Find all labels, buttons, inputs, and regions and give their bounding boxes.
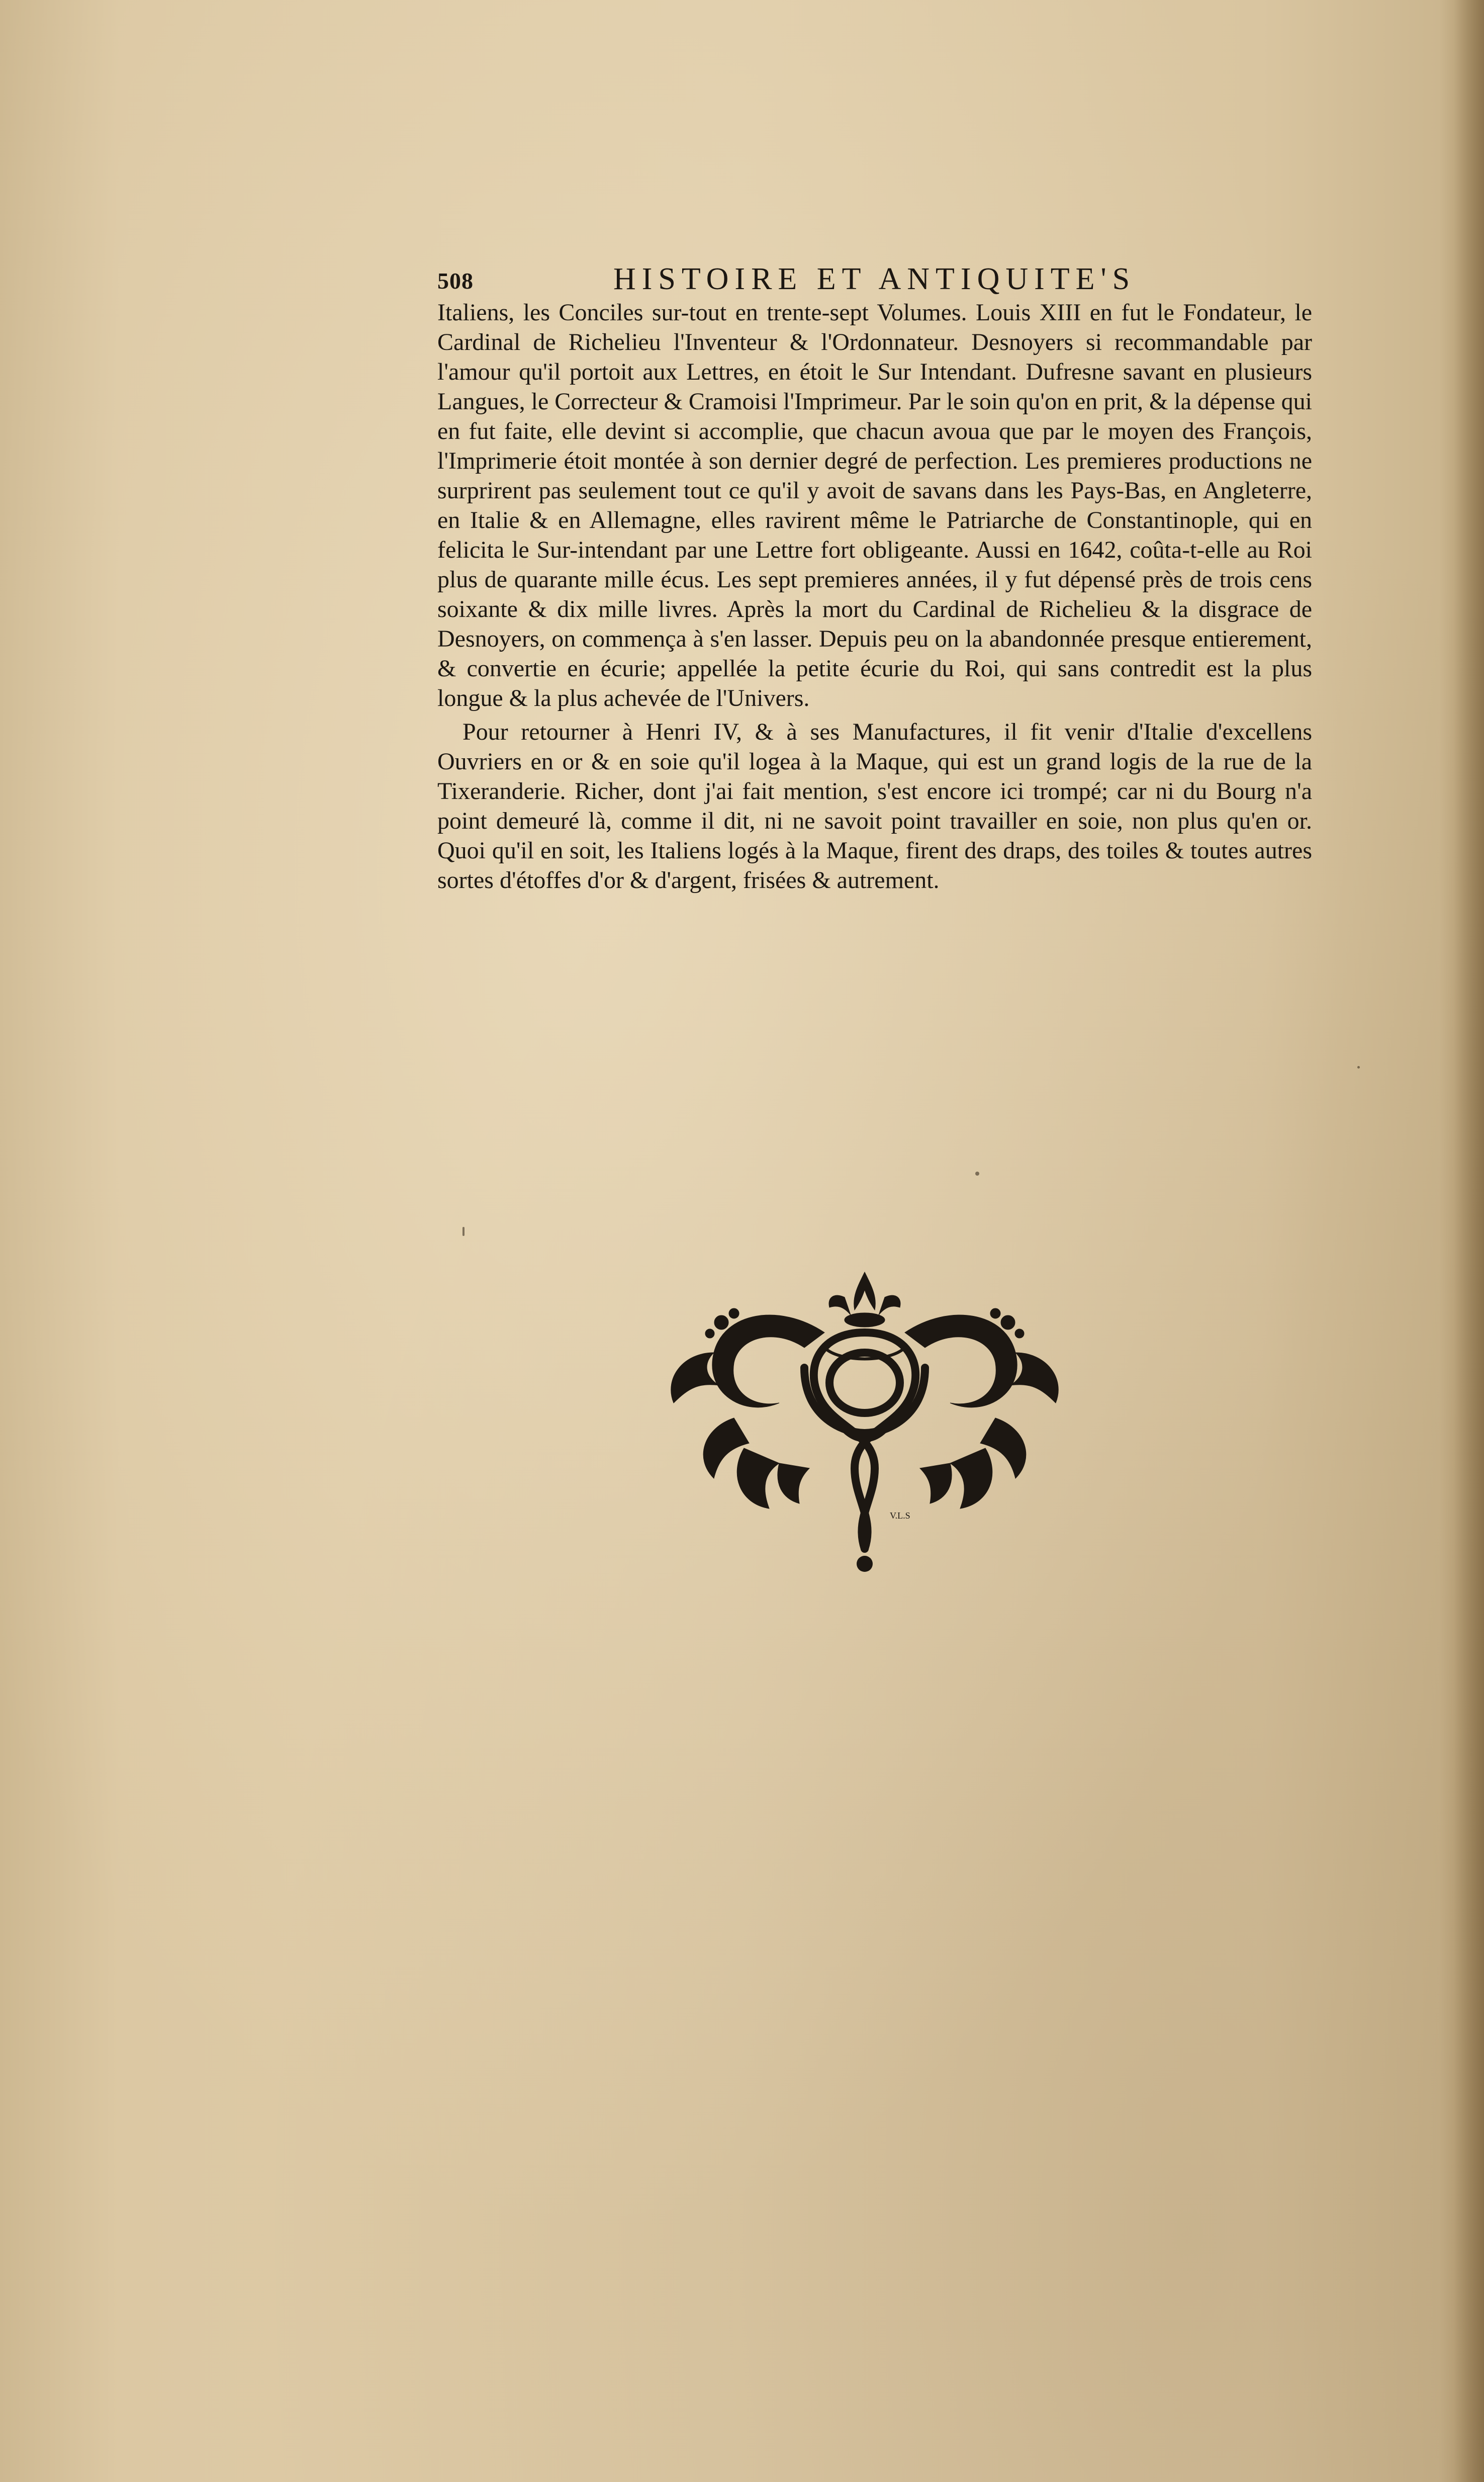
svg-text:V.L.S: V.L.S bbox=[890, 1511, 910, 1521]
running-title: HISTOIRE ET ANTIQUITE'S bbox=[613, 262, 1136, 296]
running-head bbox=[437, 256, 1312, 302]
floral-monogram-vignette-icon bbox=[654, 1267, 1076, 1579]
page-edge-shadow bbox=[1454, 0, 1484, 2482]
paper-speck bbox=[1357, 1066, 1360, 1069]
paragraph-2: Pour retourner à Henri IV, & à ses Manufactures, il fit venir d'Italie d'excellens Ouvriers en or & en soie qu'il logea à la Maque, qui est un grand logis de la rue de la Tixeranderie. Richer, dont j'ai fait mention, s'est encore ici trompé; car ni du Bourg n'a point demeuré là, comme il dit, ni ne savoit point travailler en soie, non plus qu'en or. Quoi qu'il en soit, les Italiens logés à la Maque, firent des draps, des toiles & toutes autres sortes d'étoffes d'or & d'argent, frisées & autrement. bbox=[437, 719, 1312, 894]
page-number: 508 bbox=[437, 268, 474, 294]
paragraph-1: Italiens, les Conciles sur-tout en trente-sept Volumes. Louis XIII en fut le Fondateur, le Cardinal de Richelieu l'Inventeur & l'Ordonnateur. Desnoyers si recommandable par l'amour qu'il portoit aux Lettres, en étoit le Sur Intendant. Dufresne savant en plusieurs Langues, le Correcteur & Cramoisi l'Imprimeur. Par le soin qu'on en prit, & la dépense qui en fut faite, elle devint si accomplie, que chacun avoua que par le moyen des François, l'Imprimerie étoit montée à son dernier degré de perfection. Les premieres productions ne surprirent pas seulement tout ce qu'il y avoit de savans dans les Pays-Bas, en Angleterre, en Italie & en Allemagne, elles ravirent même le Patriarche de Constantinople, qui en felicita le Sur-intendant par une Lettre fort obligeante. Aussi en 1642, coûta-t-elle au Roi plus de quarante mille écus. Les sept premieres années, il y fut dépensé près de trois cens soixante & dix mille livres. Après la mort du Cardinal de Richelieu & la disgrace de Desnoyers, on commença à s'en lasser. Depuis peu on la abandonnée presque entierement, & convertie en écurie; appellée la petite écurie du Roi, qui sans contredit est la plus longue & la plus achevée de l'Univers. bbox=[437, 299, 1312, 712]
body-text bbox=[437, 298, 1312, 895]
paper-speck bbox=[975, 1172, 979, 1176]
paper-speck bbox=[462, 1227, 465, 1236]
